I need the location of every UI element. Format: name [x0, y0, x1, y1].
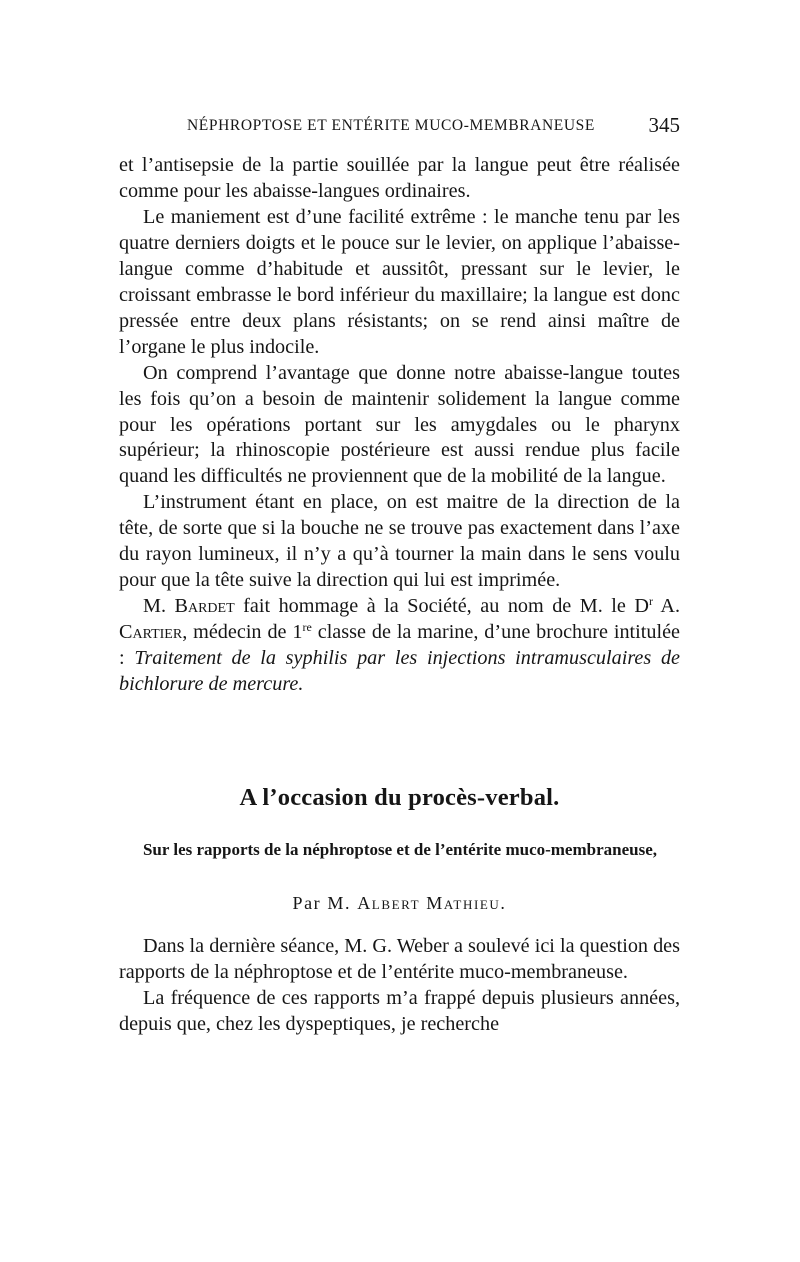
paragraph-2: Le maniement est d’une facilité extrême : le manche tenu par les quatre derniers doigts et le pouce sur le levier, on applique l’abaisse-langue comme d’habitude et aussitôt, pressant sur le levier, le croissant embrasse le bord inférieur du maxillaire; la langue est donc pressée entre deux plans résistants; on se rend ainsi maître de l’organe le plus indocile. [119, 205, 680, 358]
text-run: A. [652, 595, 680, 618]
section-subtitle: Sur les rapports de la néphroptose et de l’entérite muco-membraneuse, [142, 840, 658, 859]
paragraph-3: On comprend l’avantage que donne notre abaisse-langue toutes les fois qu’on a besoin de maintenir solidement la langue comme pour les opérations portant sur les amygdales ou le pharynx supérieur; la rhinoscopie postérieure est aussi rendue plus facile quand les difficultés ne proviennent que de la mobilité de la langue. [119, 361, 680, 488]
text-run: M. [143, 595, 175, 618]
paragraph-4: L’instrument étant en place, on est maitre de la direction de la tête, de sorte que si la bouche ne se trouve pas exactement dans l’axe du rayon lumineux, il n’y a qu’à tourner la main dans le sens voulu pour que la tête suive la direction qui lui est imprimée. [119, 491, 680, 592]
paragraph-5 [119, 594, 680, 698]
paragraph-7: La fréquence de ces rapports m’a frappé depuis plusieurs années, depuis que, chez les dyspeptiques, je recherche [119, 986, 680, 1035]
author-name-bardet: Bardet [174, 595, 235, 618]
paragraph-1: et l’antisepsie de la partie souillée par la langue peut être réalisée comme pour les abaisse-langues ordinaires. [119, 154, 680, 202]
section-heading: A l’occasion du procès-verbal. [239, 784, 560, 811]
byline-author: Albert Mathieu. [357, 893, 507, 913]
running-header [119, 113, 680, 141]
byline-prefix: Par M. [292, 893, 358, 913]
page-number: 345 [648, 113, 680, 137]
superscript-re: re [302, 620, 312, 635]
paragraph-6: Dans la dernière séance, M. G. Weber a soulevé ici la question des rapports de la néphroptose et de l’entérite muco-membraneuse. [119, 935, 680, 983]
running-title: NÉPHROPTOSE ET ENTÉRITE MUCO-MEMBRANEUSE [187, 117, 595, 134]
byline [119, 893, 680, 914]
text-run: , médecin de 1 [182, 621, 303, 644]
superscript-dr: r [648, 594, 653, 609]
author-name-cartier: Cartier [119, 621, 183, 644]
text-run: fait hommage à la Société, au nom de M. le D [234, 595, 649, 618]
body-text-bottom [119, 934, 680, 1038]
brochure-title: Traitement de la syphilis par les injections intramusculaires de bichlorure de mercure. [119, 647, 680, 696]
text-run: classe de la marine, d’une brochure intitulée : [119, 621, 680, 670]
body-text-top [119, 153, 680, 698]
